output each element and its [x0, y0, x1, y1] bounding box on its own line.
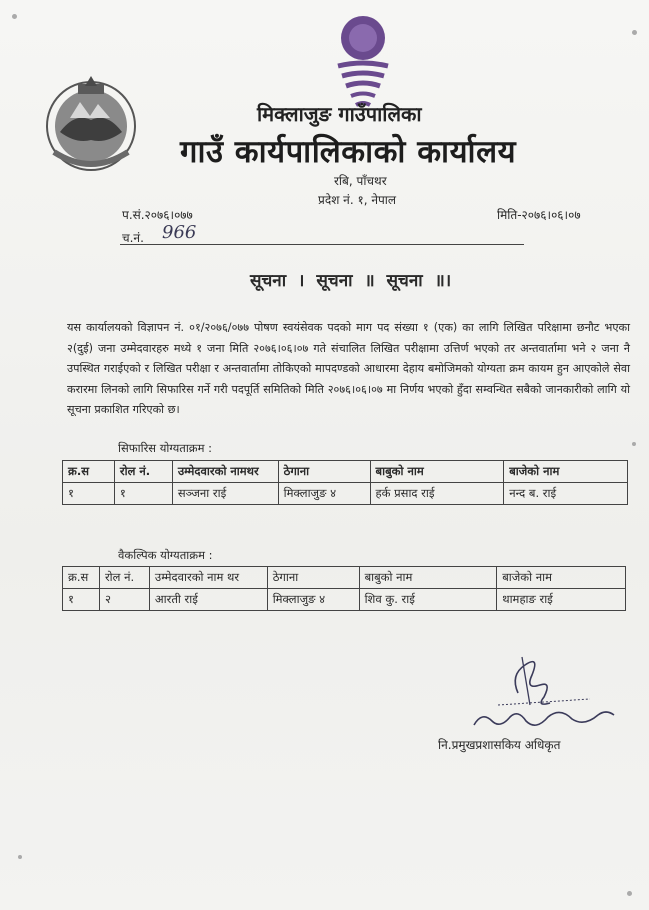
- table-cell: मिक्लाजुङ ४: [278, 483, 370, 505]
- chalan-underline: [120, 244, 524, 245]
- table-cell: शिव कु. राई: [359, 589, 497, 611]
- header-cell: ठेगाना: [278, 461, 370, 483]
- header-cell: उम्मेदवारको नाम थर: [149, 567, 267, 589]
- table-row: [63, 589, 626, 611]
- municipality-logo-icon: [318, 10, 408, 110]
- header-cell: क्र.स: [63, 461, 115, 483]
- table-cell: सञ्जना राई: [172, 483, 278, 505]
- header-cell: ठेगाना: [267, 567, 359, 589]
- header-cell: बाजेको नाम: [504, 461, 628, 483]
- recommended-table: [62, 460, 628, 505]
- table-cell: १: [114, 483, 172, 505]
- pin-mark: [627, 891, 632, 896]
- chalan-number: 966: [162, 222, 197, 243]
- table-cell: थामहाङ राई: [497, 589, 626, 611]
- alternate-table: [62, 566, 626, 611]
- notice-date: मिति-२०७६।०६।०७: [497, 208, 581, 222]
- header-cell: बाजेको नाम: [497, 567, 626, 589]
- header-cell: उम्मेदवारको नामथर: [172, 461, 278, 483]
- alternate-caption: वैकल्पिक योग्यताक्रम :: [118, 548, 213, 562]
- pin-mark: [632, 30, 637, 35]
- signature-icon: [470, 645, 620, 740]
- header-cell: बाबुको नाम: [370, 461, 504, 483]
- table-cell: १: [63, 589, 100, 611]
- table-cell: हर्क प्रसाद राई: [370, 483, 504, 505]
- municipality-name: मिक्लाजुङ गाउँपालिका: [257, 102, 422, 126]
- office-title: गाउँ कार्यपालिकाको कार्यालय: [180, 134, 517, 170]
- table-header-row: [63, 567, 626, 589]
- table-cell: आरती राई: [149, 589, 267, 611]
- pin-mark: [18, 855, 22, 859]
- pin-mark: [632, 442, 636, 446]
- address-line-2: प्रदेश नं. १, नेपाल: [318, 193, 397, 207]
- chalan-label: च.नं.: [122, 231, 144, 245]
- reference-number: प.सं.२०७६।०७७: [122, 208, 193, 222]
- notice-body: यस कार्यालयको विज्ञापन नं. ०१/२०७६/०७७ पोषण स्वयंसेवक पदको माग पद संख्या १ (एक) का लागि लिखित परिक्षामा छनौट भएका २(दुई) जना उम्मेदवारहरु मध्ये १ जना मिति २०७६।०६।०७ गते संचालित लिखित परीक्षामा उत्तिर्ण भएको तर अन्तवार्तामा भने २ जना नै उपस्थित गराईएको र लिखित परीक्षा र अन्तवार्तामा तोकिएको मापदण्डको आधारमा देहाय बमोजिमको योग्यता क्रम कायम हुन आएकोले सेवा करारमा लिनको लागि सिफारिस गर्ने गरी पदपूर्ति समितिको मिति २०७६।०६।०७ मा निर्णय भएको हुँदा सम्वन्धित सबैको जानकारीको लागि यो सूचना प्रकाशित गरिएको छ।: [67, 321, 630, 416]
- header-cell: रोल नं.: [114, 461, 172, 483]
- table-row: [63, 483, 628, 505]
- table-cell: मिक्लाजुङ ४: [267, 589, 359, 611]
- table-cell: १: [63, 483, 115, 505]
- table-header-row: [63, 461, 628, 483]
- header-cell: रोल नं.: [99, 567, 149, 589]
- header-cell: बाबुको नाम: [359, 567, 497, 589]
- recommended-caption: सिफारिस योग्यताक्रम :: [118, 441, 213, 455]
- signatory-title: नि.प्रमुखप्रशासकिय अधिकृत: [438, 738, 561, 752]
- pin-mark: [12, 14, 17, 19]
- table-cell: नन्द ब. राई: [504, 483, 628, 505]
- address-line-1: रबि, पाँचथर: [334, 174, 387, 188]
- table-cell: २: [99, 589, 149, 611]
- notice-heading: सूचना । सूचना ॥ सूचना ॥।: [250, 271, 452, 291]
- header-cell: क्र.स: [63, 567, 100, 589]
- nepal-emblem-icon: [40, 72, 142, 174]
